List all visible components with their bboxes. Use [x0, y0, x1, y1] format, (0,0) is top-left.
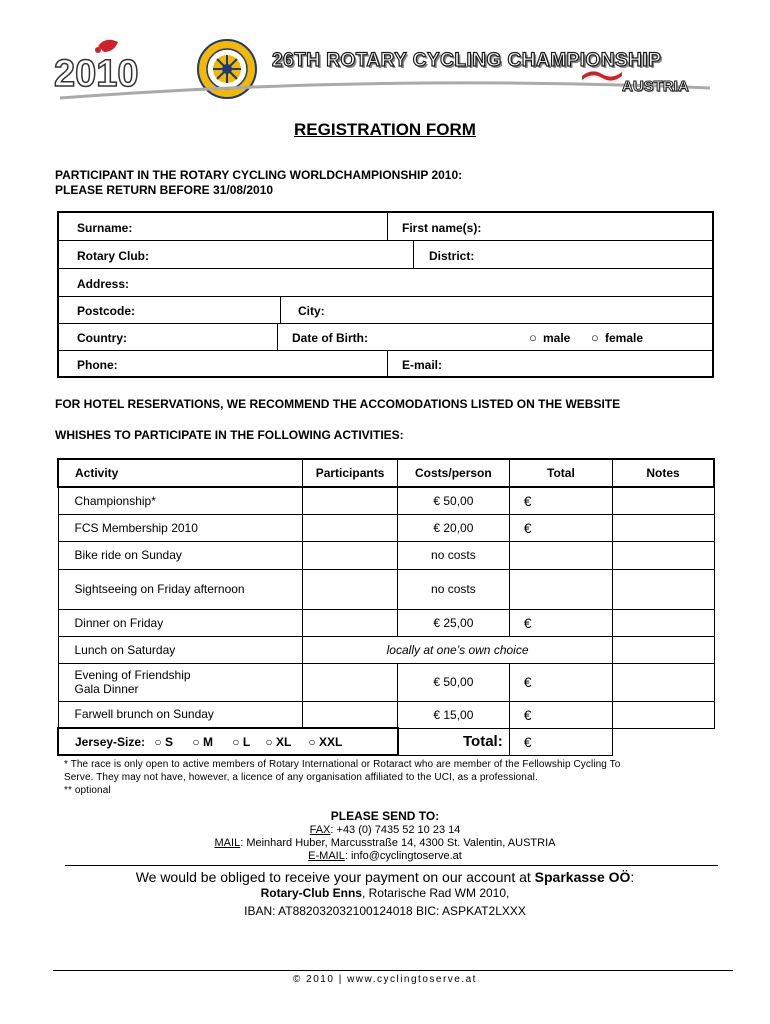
table-row — [58, 663, 714, 701]
participants-cell[interactable] — [303, 663, 398, 701]
activity-name: Bike ride on Sunday — [58, 541, 303, 569]
col-notes: Notes — [613, 459, 714, 487]
payment-line-2: Rotary-Club Enns, Rotarische Rad WM 2010, — [260, 886, 510, 900]
male-radio-icon[interactable]: ○ — [529, 330, 537, 345]
total-cell[interactable]: € — [509, 487, 612, 514]
row-country — [59, 324, 712, 351]
notes-cell[interactable] — [613, 541, 714, 569]
city-label[interactable]: City: — [298, 304, 325, 318]
cost-cell: € 50,00 — [398, 487, 510, 514]
divider — [65, 865, 718, 866]
size-s-radio[interactable]: ○ S — [154, 734, 173, 749]
cost-cell: no costs — [398, 541, 510, 569]
district-label[interactable]: District: — [429, 249, 475, 263]
activity-table — [57, 458, 715, 756]
year-text: 2010 — [54, 53, 139, 95]
notes-cell[interactable] — [613, 663, 714, 701]
country-label[interactable]: Country: — [77, 331, 127, 345]
jersey-row — [58, 728, 714, 755]
total-cell[interactable] — [509, 569, 612, 609]
participants-cell[interactable] — [303, 701, 398, 728]
jersey-size-cell: Jersey-Size: ○ S ○ M ○ L ○ XL ○ XXL — [58, 728, 398, 755]
activity-name: Championship* — [58, 487, 303, 514]
intro-line-1: PARTICIPANT IN THE ROTARY CYCLING WORLDCHAMPIONSHIP 2010: — [55, 168, 463, 182]
empty-cell — [613, 728, 714, 755]
activity-name: FCS Membership 2010 — [58, 514, 303, 541]
total-cell[interactable]: € — [509, 609, 612, 636]
row-phone — [59, 351, 712, 376]
participants-cell[interactable] — [303, 609, 398, 636]
male-label: male — [543, 331, 571, 345]
notes-cell[interactable] — [613, 487, 714, 514]
notes-cell[interactable] — [613, 514, 714, 541]
total-cell[interactable]: € — [509, 701, 612, 728]
participants-cell[interactable] — [303, 514, 398, 541]
rotary-club-label[interactable]: Rotary Club: — [77, 249, 149, 263]
fax-label: FAX — [309, 824, 331, 836]
size-m-radio[interactable]: ○ M — [192, 734, 213, 749]
table-header-row — [58, 459, 714, 487]
mail-label: MAIL — [214, 837, 241, 849]
col-activity: Activity — [58, 459, 303, 487]
col-participants: Participants — [303, 459, 398, 487]
activity-name — [58, 663, 303, 701]
surname-label[interactable]: Surname: — [77, 221, 133, 235]
hotel-note: FOR HOTEL RESERVATIONS, WE RECOMMEND THE ACCOMODATIONS LISTED ON THE WEBSITE — [55, 397, 621, 411]
row-postcode — [59, 297, 712, 324]
participants-cell[interactable] — [303, 569, 398, 609]
form-title: REGISTRATION FORM — [294, 120, 476, 139]
participants-cell[interactable] — [303, 487, 398, 514]
table-row — [58, 514, 714, 541]
activity-name: Dinner on Friday — [58, 609, 303, 636]
col-total: Total — [509, 459, 612, 487]
table-row — [58, 487, 714, 514]
mail-line — [0, 837, 770, 849]
size-xl-radio[interactable]: ○ XL — [265, 734, 292, 749]
cost-cell: no costs — [398, 569, 510, 609]
total-cell[interactable]: € — [509, 663, 612, 701]
row-name — [59, 213, 712, 241]
payment-line-3: IBAN: AT882032032100124018 BIC: ASPKAT2LXXX — [244, 904, 526, 918]
total-label: Total: — [398, 728, 510, 755]
row-address — [59, 269, 712, 297]
total-cell[interactable]: € — [509, 514, 612, 541]
address-label[interactable]: Address: — [77, 277, 130, 291]
notes-cell[interactable] — [613, 569, 714, 609]
footer-divider — [53, 970, 733, 971]
email-label-footer: E-MAIL — [308, 850, 345, 862]
notes-cell[interactable] — [613, 701, 714, 728]
cost-cell: € 25,00 — [398, 609, 510, 636]
female-radio-icon[interactable]: ○ — [591, 330, 599, 345]
postcode-label[interactable]: Postcode: — [77, 304, 136, 318]
activity-line-2: Gala Dinner — [74, 682, 139, 696]
table-row — [58, 609, 714, 636]
date-of-birth-label[interactable]: Date of Birth: — [292, 331, 368, 345]
activity-name: Sightseeing on Friday afternoon — [58, 569, 303, 609]
lunch-note: locally at one’s own choice — [303, 636, 613, 663]
female-label: female — [605, 331, 644, 345]
cost-cell: € 20,00 — [398, 514, 510, 541]
phone-label[interactable]: Phone: — [77, 358, 118, 372]
send-to-heading: PLEASE SEND TO: — [330, 809, 440, 823]
footnote-line-1: * The race is only open to active members of Rotary International or Rotaract who are member of the Fellowship Cycling To — [64, 759, 621, 770]
cost-cell: € 15,00 — [398, 701, 510, 728]
footer-text: © 2010 | www.cyclingtoserve.at — [293, 974, 477, 985]
mail-address: : Meinhard Huber, Marcusstraße 14, 4300 St. Valentin, AUSTRIA — [240, 837, 556, 849]
notes-cell[interactable] — [613, 609, 714, 636]
activities-heading: WHISHES TO PARTICIPATE IN THE FOLLOWING ACTIVITIES: — [55, 428, 404, 442]
row-club — [59, 241, 712, 269]
fax-line — [0, 824, 770, 836]
participant-box — [57, 211, 714, 378]
table-row — [58, 636, 714, 663]
table-row — [58, 701, 714, 728]
footnote-line-2: Serve. They may not have, however, a licence of any organisation affiliated to the UCI, as a professional. — [64, 772, 538, 783]
header-country: AUSTRIA — [622, 78, 689, 95]
activity-name: Lunch on Saturday — [58, 636, 303, 663]
table-row — [58, 541, 714, 569]
email-label[interactable]: E-mail: — [402, 358, 443, 372]
activity-line-1: Evening of Friendship — [74, 668, 191, 682]
first-names-label[interactable]: First name(s): — [402, 221, 482, 235]
grand-total-cell[interactable]: € — [509, 728, 612, 755]
footnote-line-3: ** optional — [64, 785, 111, 796]
email-line — [0, 850, 770, 862]
col-costs: Costs/person — [398, 459, 510, 487]
size-l-radio[interactable]: ○ L — [232, 734, 250, 749]
table-row — [58, 569, 714, 609]
activity-name: Farwell brunch on Sunday — [58, 701, 303, 728]
cost-cell: € 50,00 — [398, 663, 510, 701]
jersey-label: Jersey-Size — [75, 734, 142, 749]
size-xxl-radio[interactable]: ○ XXL — [308, 734, 343, 749]
fax-number: : +43 (0) 7435 52 10 23 14 — [330, 824, 461, 836]
participants-cell[interactable] — [303, 541, 398, 569]
intro-line-2: PLEASE RETURN BEFORE 31/08/2010 — [55, 183, 274, 197]
email-address[interactable]: : info@cyclingtoserve.at — [344, 850, 462, 862]
total-cell[interactable] — [509, 541, 612, 569]
notes-cell[interactable] — [613, 636, 714, 663]
header-title: 26TH ROTARY CYCLING CHAMPIONSHIP — [272, 50, 662, 71]
payment-line-1: We would be obliged to receive your payment on our account at Sparkasse OÖ: — [135, 869, 635, 885]
